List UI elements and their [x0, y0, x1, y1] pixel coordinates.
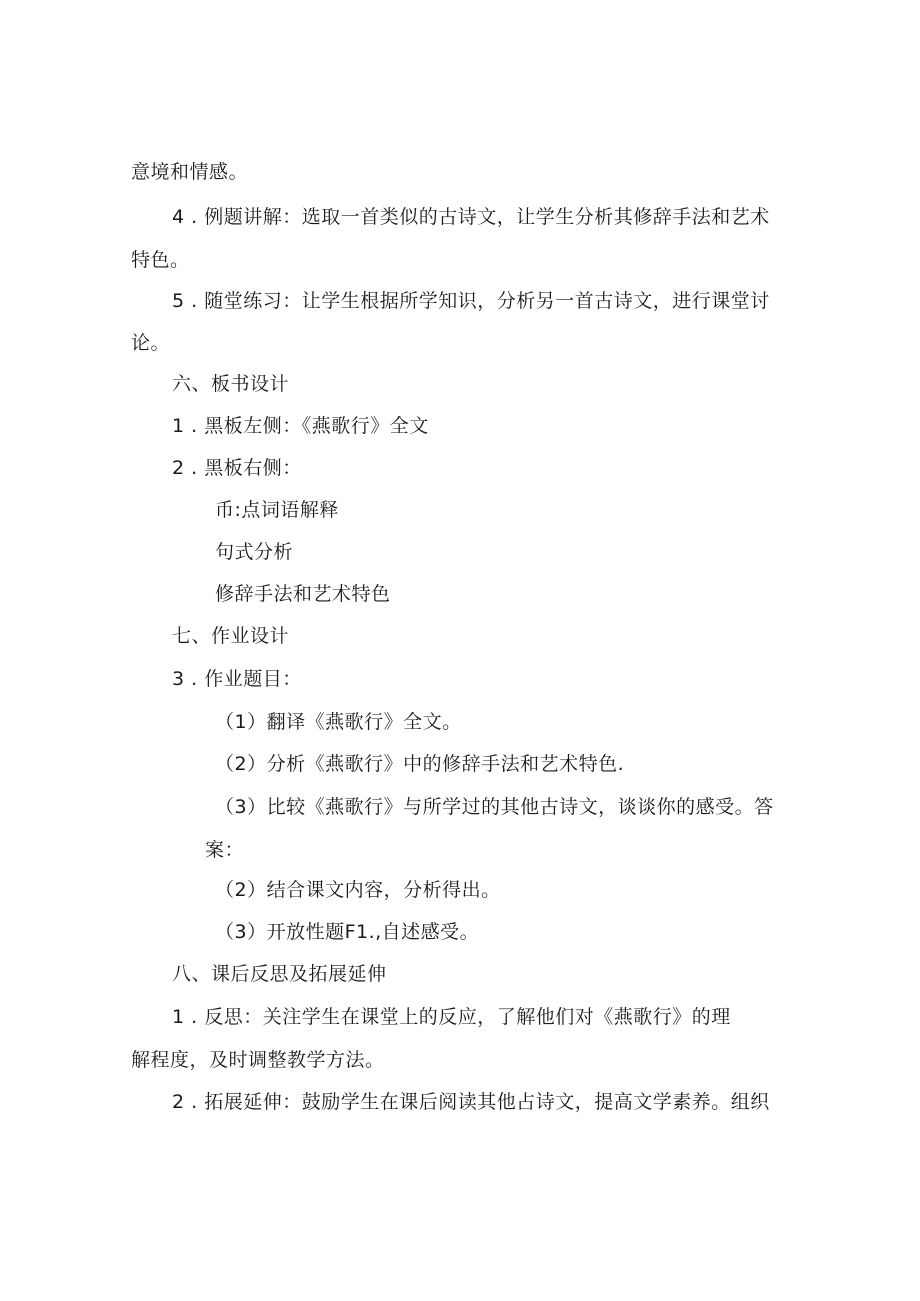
text-line: 论。 [131, 332, 171, 354]
text-line: 句式分析 [215, 541, 294, 563]
text-line: 1 . 反思：关注学生在课堂上的反应，了解他们对《燕歌行》的理 [172, 1006, 731, 1028]
text-line: （1）翻译《燕歌行》全文。 [215, 711, 462, 733]
text-line: 5 . 随堂练习：让学生根据所学知识，分析另一首古诗文，进行课堂讨 [172, 290, 770, 312]
text-line: （3）开放性题F1.,自述感受。 [215, 921, 480, 943]
text-line: （3）比较《燕歌行》与所学过的其他古诗文，谈谈你的感受。答 [215, 796, 774, 818]
text-line: 币:点词语解释 [215, 499, 339, 521]
text-line: （2）分析《燕歌行》中的修辞手法和艺术特色. [215, 753, 625, 775]
text-line: 3 . 作业题目： [172, 668, 302, 690]
section-heading: 七、作业设计 [172, 625, 290, 647]
text-line: 1 . 黑板左侧：《燕歌行》全文 [172, 415, 429, 437]
text-line: 特色。 [131, 249, 190, 271]
text-line: 2 . 拓展延伸：鼓励学生在课后阅读其他占诗文，提高文学素养。组织 [172, 1091, 770, 1113]
text-line: 4 . 例题讲解：选取一首类似的古诗文，让学生分析其修辞手法和艺术 [172, 206, 770, 228]
text-line: 2 . 黑板右侧： [172, 457, 302, 479]
text-line: 意境和情感。 [131, 161, 249, 183]
text-line: 案： [205, 839, 245, 861]
text-line: 修辞手法和艺术特色 [215, 583, 391, 605]
text-line: （2）结合课文内容，分析得出。 [215, 879, 501, 901]
section-heading: 六、板书设计 [172, 373, 290, 395]
section-heading: 八、课后反思及拓展延伸 [172, 963, 387, 985]
text-line: 解程度，及时调整教学方法。 [131, 1049, 385, 1071]
